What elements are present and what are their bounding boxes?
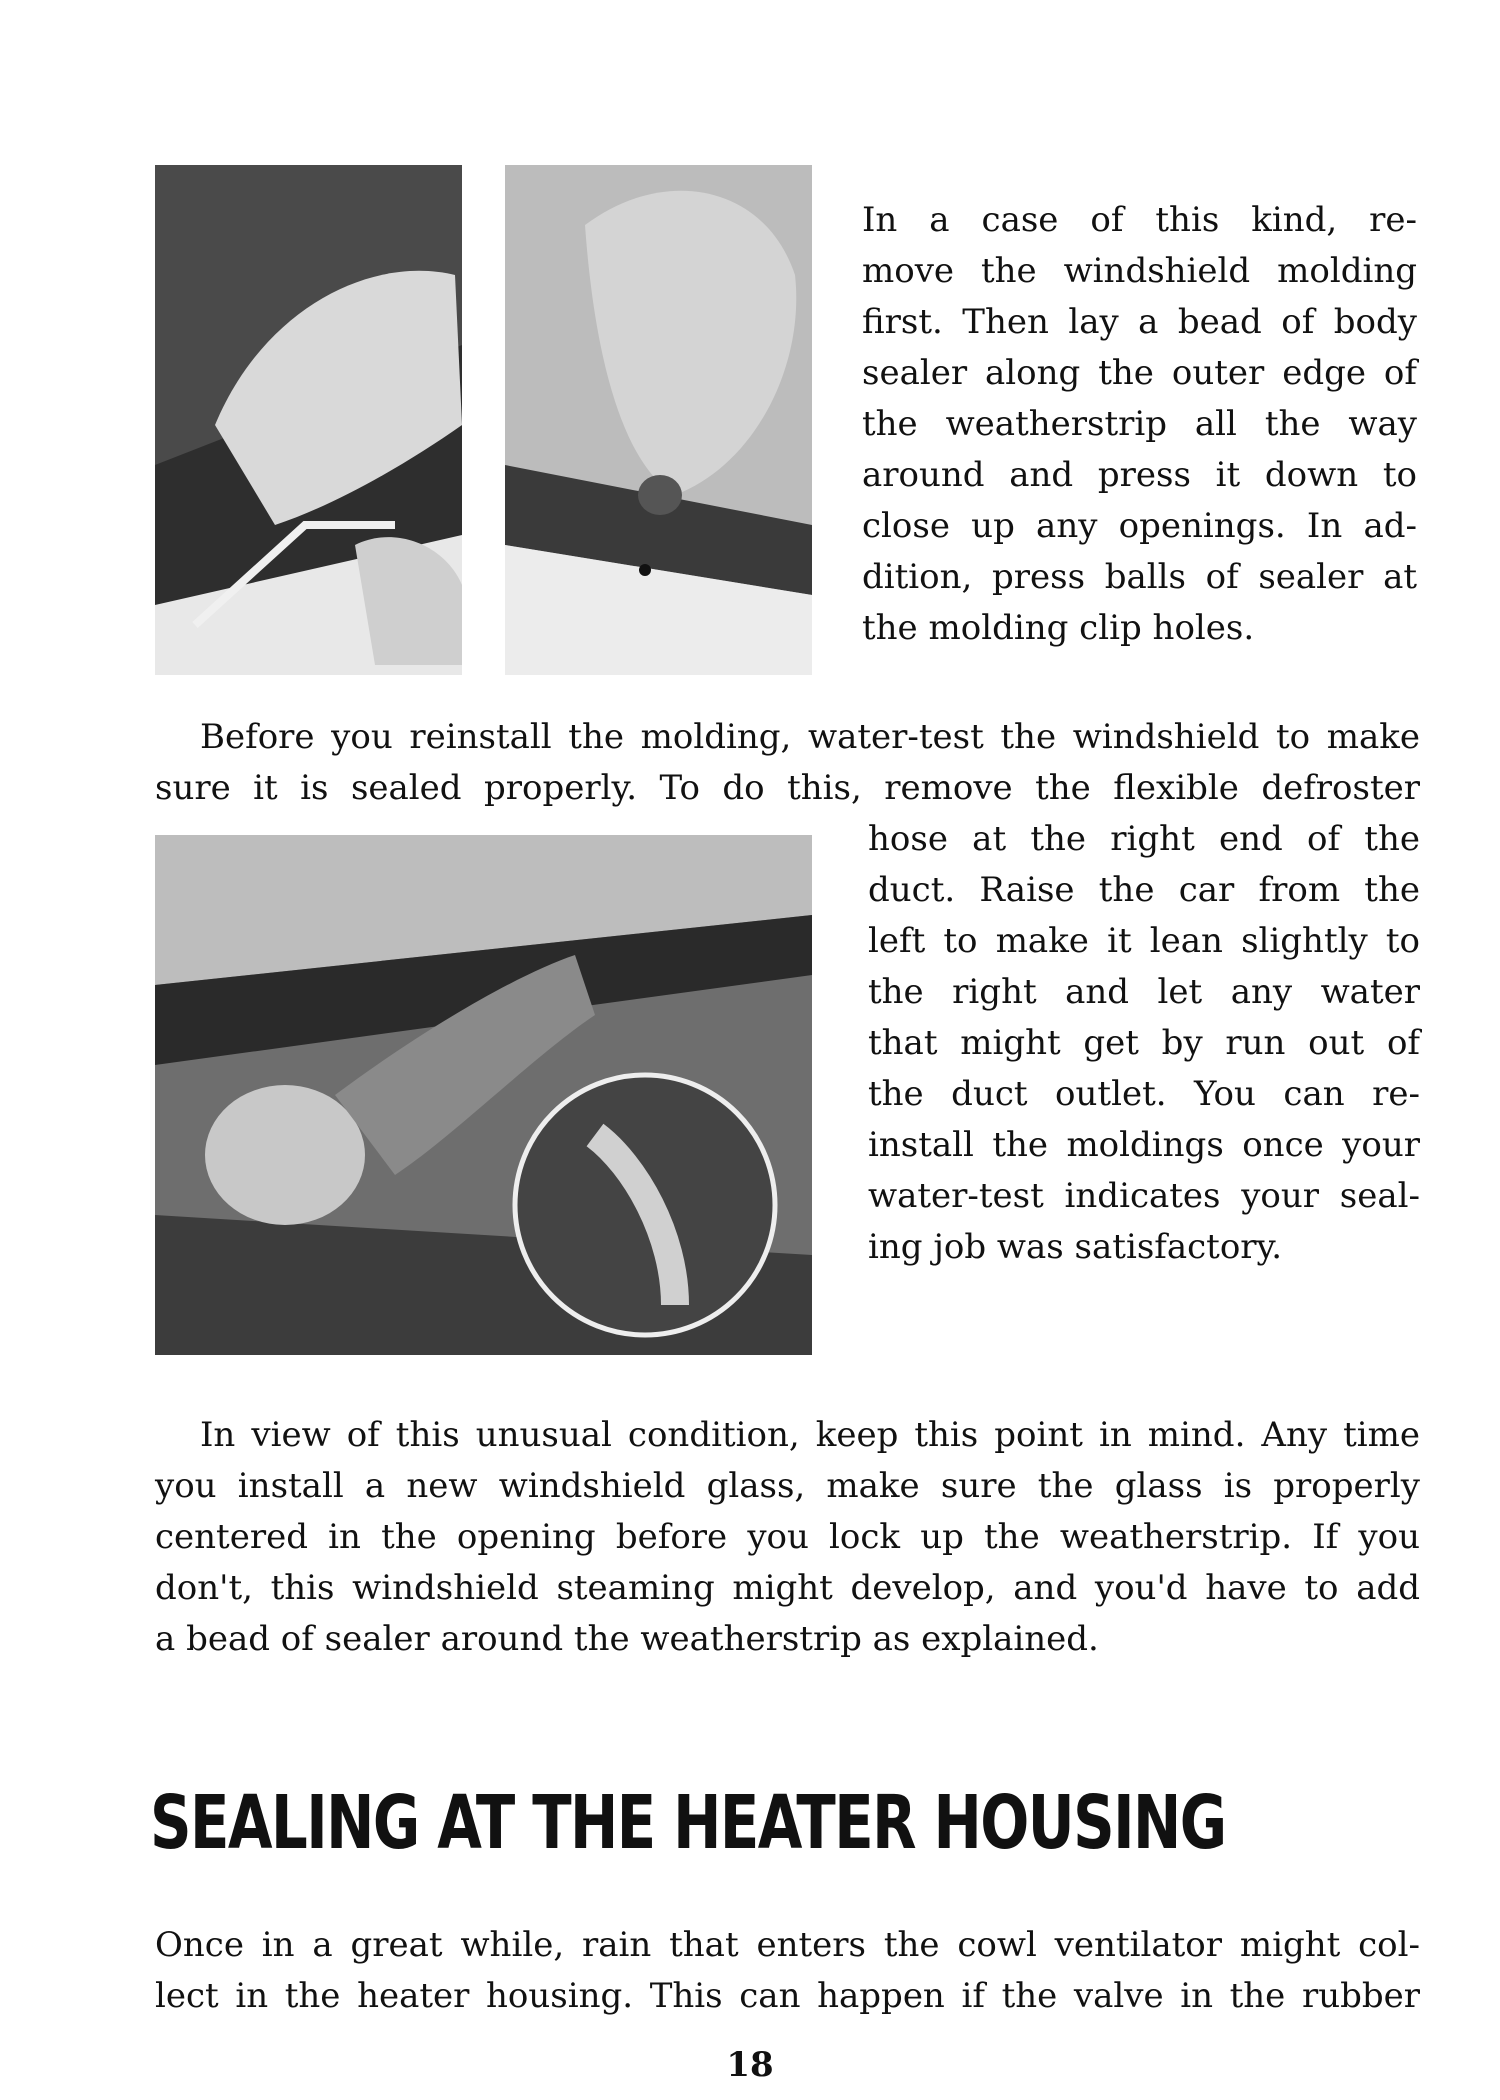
text-line: dition, press balls of sealer at xyxy=(862,557,1417,597)
text-line: ing job was satisfactory. xyxy=(868,1227,1283,1267)
text-line: don't, this windshield steaming might develop, and you'd have to add xyxy=(155,1568,1420,1608)
text-line: sure it is sealed properly. To do this, remove the flexible defroster xyxy=(155,768,1420,808)
text-line: Once in a great while, rain that enters the cowl ventilator might col- xyxy=(155,1925,1420,1965)
text-line: the weatherstrip all the way xyxy=(862,404,1417,444)
text-line: move the windshield molding xyxy=(862,251,1417,291)
page-number: 18 xyxy=(726,2045,774,2085)
text-line: around and press it down to xyxy=(862,455,1417,495)
text-line: the right and let any water xyxy=(868,972,1420,1012)
text-line: a bead of sealer around the weatherstrip as explained. xyxy=(155,1619,1099,1659)
text-line: In view of this unusual condition, keep this point in mind. Any time xyxy=(200,1415,1420,1455)
text-line: hose at the right end of the xyxy=(868,819,1420,859)
paragraph-unusual-condition xyxy=(155,1410,1420,1665)
text-line: the duct outlet. You can re- xyxy=(868,1074,1420,1114)
paragraph-heater-housing xyxy=(155,1920,1420,2022)
text-line: Before you reinstall the molding, water-test the windshield to make xyxy=(200,717,1420,757)
text-line: close up any openings. In ad- xyxy=(862,506,1417,546)
fingers-pressing-sealer-photo xyxy=(505,165,812,675)
man-under-dash-water-test-photo xyxy=(155,835,812,1355)
section-heading: SEALING AT THE HEATER HOUSING xyxy=(150,1780,1226,1866)
text-line: In a case of this kind, re- xyxy=(862,200,1417,240)
text-line: install the moldings once your xyxy=(868,1125,1420,1165)
text-line: first. Then lay a bead of body xyxy=(862,302,1417,342)
text-line: duct. Raise the car from the xyxy=(868,870,1420,910)
paragraph-water-test-continued xyxy=(868,814,1420,1273)
text-line: left to make it lean slightly to xyxy=(868,921,1420,961)
paragraph-water-test xyxy=(155,712,1420,814)
text-line: lect in the heater housing. This can happen if the valve in the rubber xyxy=(155,1976,1420,2016)
text-line: you install a new windshield glass, make sure the glass is properly xyxy=(155,1466,1420,1506)
text-line: sealer along the outer edge of xyxy=(862,353,1417,393)
text-line: that might get by run out of xyxy=(868,1023,1420,1063)
text-line: water-test indicates your seal- xyxy=(868,1176,1420,1216)
text-line: centered in the opening before you lock up the weatherstrip. If you xyxy=(155,1517,1420,1557)
paragraph-remove-molding xyxy=(862,195,1417,654)
text-line: the molding clip holes. xyxy=(862,608,1255,648)
hand-laying-sealer-photo xyxy=(155,165,462,675)
